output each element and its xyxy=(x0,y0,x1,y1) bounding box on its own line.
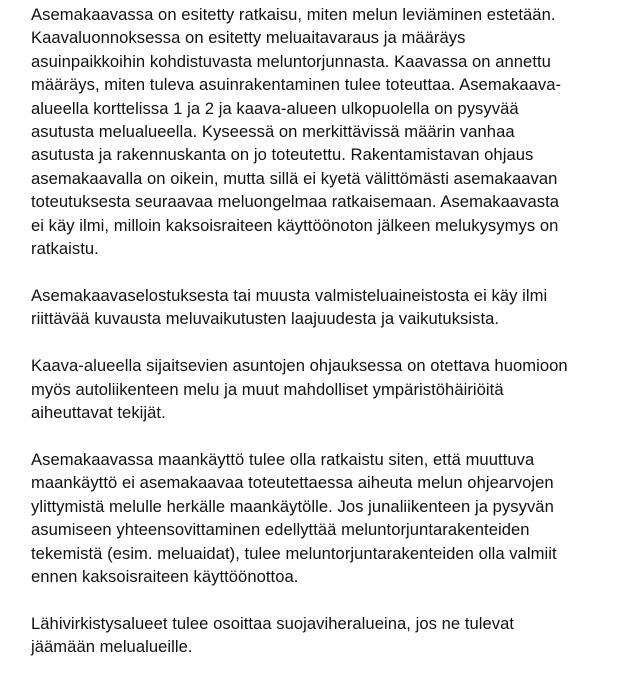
text-line: asemakaavalla on oikein, mutta sillä ei kyetä välittömästi asemakaavan xyxy=(31,168,558,188)
text-line: riittävää kuvausta meluvaikutusten laajuudesta ja vaikutuksista. xyxy=(31,309,500,329)
text-line: asuinpaikkoihin kohdistuvasta meluntorjunnasta. Kaavassa on annettu xyxy=(31,51,551,71)
text-line: asutusta ja rakennuskanta on jo toteutettu. Rakentamistavan ohjaus xyxy=(31,145,534,165)
document-page xyxy=(31,3,621,659)
text-line: toteutuksesta seuraavaa meluongelmaa ratkaisemaan. Asemakaavasta xyxy=(31,192,560,212)
text-line: Asemakaavassa on esitetty ratkaisu, miten melun leviäminen estetään. xyxy=(31,5,556,24)
text-line: Asemakaavaselostuksesta tai muusta valmisteluaineistosta ei käy ilmi xyxy=(31,285,548,305)
paragraph-gap xyxy=(31,424,621,448)
text-line: myös autoliikenteen melu ja muut mahdolliset ympäristöhäiriöitä xyxy=(31,379,504,399)
text-line: asumiseen yhteensovittaminen edellyttää meluntorjuntarakenteiden xyxy=(31,520,530,540)
text-line: maankäyttö ei asemakaavaa toteutettaessa aiheuta melun ohjearvojen xyxy=(31,473,554,493)
text-line: ei käy ilmi, milloin kaksoisraiteen käyttöönoton jälkeen melukysymys on xyxy=(31,215,559,235)
text-line: jäämään melualueille. xyxy=(31,637,193,657)
text-line: aiheuttavat tekijät. xyxy=(31,403,166,423)
paragraph-gap xyxy=(31,331,621,355)
text-line: alueella korttelissa 1 ja 2 ja kaava-alueen ulkopuolella on pysyvää xyxy=(31,98,519,118)
text-line: Kaava-alueella sijaitsevien asuntojen ohjauksessa on otettava huomioon xyxy=(31,356,568,376)
paragraph-description-lacking xyxy=(31,284,621,331)
paragraph-land-use xyxy=(31,448,621,588)
paragraph-gap xyxy=(31,588,621,612)
text-line: ennen kaksoisraiteen käyttöönottoa. xyxy=(31,566,299,586)
text-line: Lähivirkistysalueet tulee osoittaa suojaviheralueina, jos ne tulevat xyxy=(31,613,515,633)
text-line: Asemakaavassa maankäyttö tulee olla ratkaistu siten, että muuttuva xyxy=(31,450,535,470)
text-line: ylittymistä melulle herkälle maankäytölle. Jos junaliikenteen ja pysyvän xyxy=(31,496,554,516)
text-line: määräys, miten tuleva asuinrakentaminen tulee toteuttaa. Asemakaava- xyxy=(31,75,562,95)
text-line: ratkaistu. xyxy=(31,238,99,258)
text-line: Kaavaluonnoksessa on esitetty meluaitavaraus ja määräys xyxy=(31,28,466,48)
paragraph-recreation-areas xyxy=(31,612,621,659)
paragraph-gap xyxy=(31,260,621,284)
paragraph-noise-solution xyxy=(31,3,621,260)
text-line: tekemistä (esim. meluaidat), tulee meluntorjuntarakenteiden olla valmiit xyxy=(31,543,557,563)
text-line: asutusta melualueella. Kyseessä on merkittävissä määrin vanhaa xyxy=(31,121,515,141)
paragraph-traffic-noise xyxy=(31,354,621,424)
